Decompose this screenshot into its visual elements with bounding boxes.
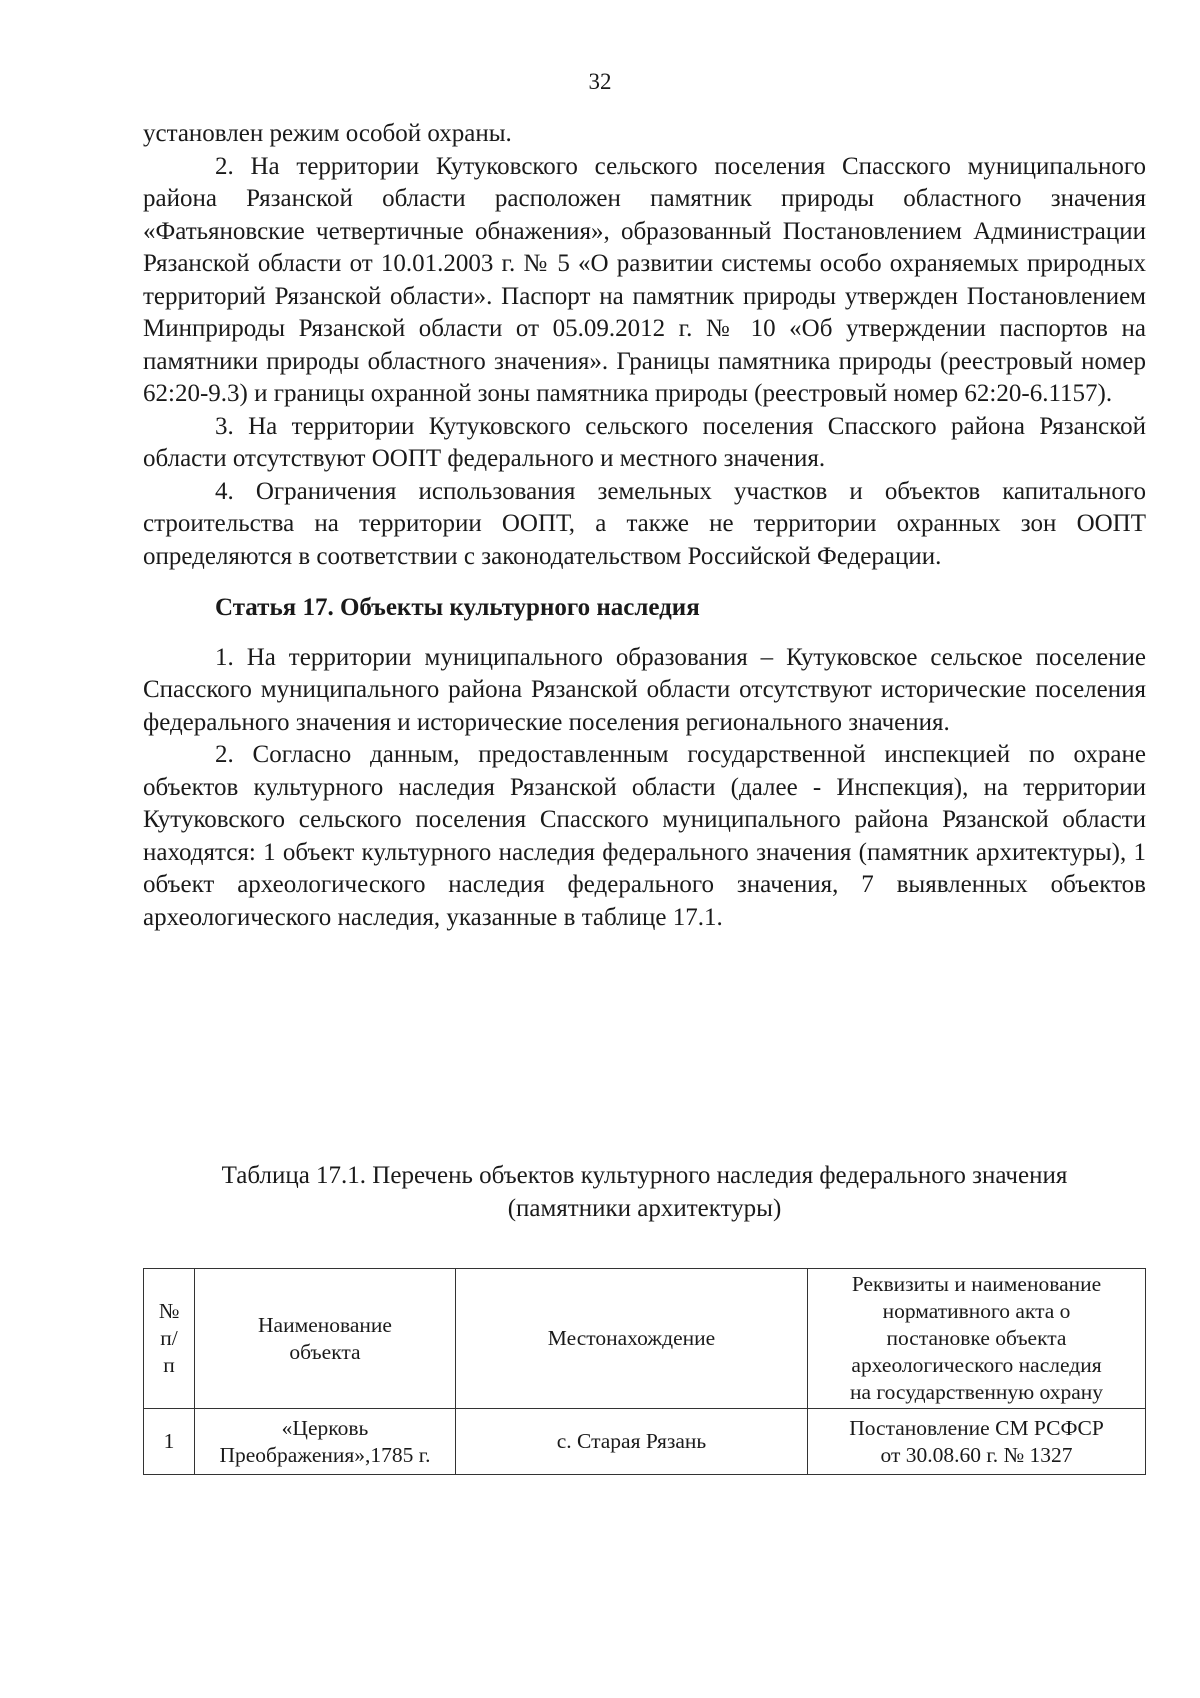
table-row <box>144 1409 1146 1475</box>
header-number: № п/ п <box>144 1269 195 1409</box>
cell-number: 1 <box>144 1409 195 1475</box>
table-caption <box>143 1160 1146 1225</box>
cell-legal-act: Постановление СМ РСФСР от 30.08.60 г. № 1327 <box>808 1409 1146 1475</box>
heritage-objects-table <box>143 1268 1146 1475</box>
article-title: Статья 17. Объекты культурного наследия <box>215 594 700 621</box>
cell-location: с. Старая Рязань <box>456 1409 808 1475</box>
page-number: 32 <box>588 69 612 94</box>
article-paragraph-2: 2. Согласно данным, предоставленным государственной инспекцией по охране объектов культурного наследия Рязанской области (далее - Инспекция), на территории Кутуковского сельского поселения Спасского муниципального района Рязанской области находятся: 1 объект культурного наследия федерального значения (памятник архитектуры), 1 объект археологического наследия федерального значения, 7 выявленных объектов археологического наследия, указанные в таблице 17.1. <box>143 741 1146 931</box>
paragraph-item-3: 3. На территории Кутуковского сельского поселения Спасского района Рязанской области отсутствуют ООПТ федерального и местного значения. <box>143 412 1146 472</box>
body-text <box>143 118 1146 934</box>
header-object-name: Наименование объекта <box>195 1269 456 1409</box>
paragraph-continuation: установлен режим особой охраны. <box>143 120 512 147</box>
cell-object-name: «Церковь Преображения»,1785 г. <box>195 1409 456 1475</box>
table-header-row <box>144 1269 1146 1409</box>
table-caption-line-1: Таблица 17.1. Перечень объектов культурного наследия федерального значения <box>221 1162 1068 1189</box>
paragraph-item-2: 2. На территории Кутуковского сельского поселения Спасского муниципального района Рязанской области расположен памятник природы областного значения «Фатьяновские четвертичные обнажения», образованный Постановлением Администрации Рязанской области от 10.01.2003 г. № 5 «О развитии системы особо охраняемых природных территорий Рязанской области». Паспорт на памятник природы утвержден Постановлением Минприроды Рязанской области от 05.09.2012 г. № 10 «Об утверждении паспортов на памятники природы областного значения». Границы памятника природы (реестровый номер 62:20-9.3) и границы охранной зоны памятника природы (реестровый номер 62:20-6.1157). <box>143 152 1146 407</box>
article-paragraph-1: 1. На территории муниципального образования – Кутуковское сельское поселение Спасского муниципального района Рязанской области отсутствуют исторические поселения федерального значения и исторические поселения регионального значения. <box>143 643 1146 736</box>
table-caption-line-2: (памятники архитектуры) <box>507 1194 782 1222</box>
header-legal-act: Реквизиты и наименование нормативного акта о постановке объекта археологического наследия на государственную охрану <box>808 1269 1146 1409</box>
paragraph-item-4: 4. Ограничения использования земельных участков и объектов капитального строительства на территории ООПТ, а также не территории охранных зон ООПТ определяются в соответствии с законодательством Российской Федерации. <box>143 477 1146 570</box>
header-location: Местонахождение <box>456 1269 808 1409</box>
